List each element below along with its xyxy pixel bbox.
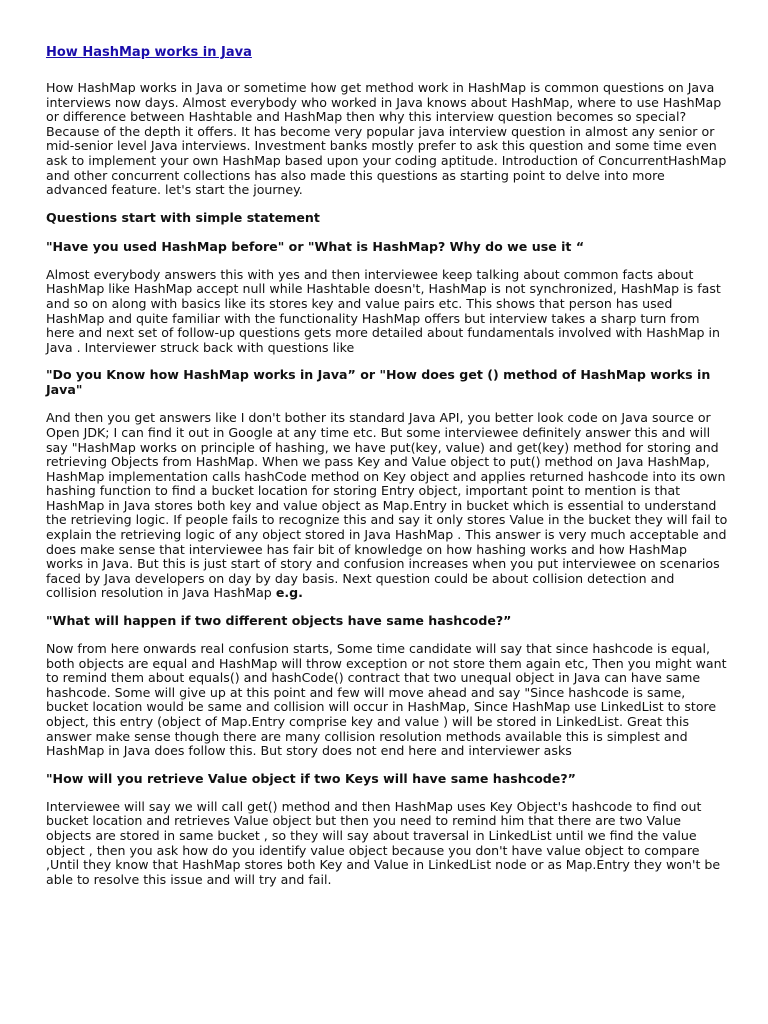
answer-paragraph-1: Almost everybody answers this with yes and then interviewee keep talking about common facts about HashMap like HashMap accept null while Hashtable doesn't, HashMap is not synchronized, HashMap is fast and so on along with basics like its stores key and value pairs etc. This shows that person has used HashMap and quite familiar with the functionality HashMap offers but interview takes a sharp turn from here and next set of follow-up questions gets more detailed about fundamentals involved with HashMap in Java . Interviewer struck back with questions like: [46, 266, 721, 355]
answer-paragraph-2-text: And then you get answers like I don't bother its standard Java API, you better look code on Java source or Open JDK; I can find it out in Google at any time etc. But some interviewee definitely answer this and will say "HashMap works on principle of hashing, we have put(key, value) and get(key) method for storing and retrieving Objects from HashMap. When we pass Key and Value object to put() method on Java HashMap, HashMap implementation calls hashCode method on Key object and applies returned hashcode into its own hashing function to find a bucket location for storing Entry object, important point to mention is that HashMap in Java stores both key and value object as Map.Entry in bucket which is essential to understand the retrieving logic. If people fails to recognize this and say it only stores Value in the bucket they will fail to explain the retrieving logic of any object stored in Java HashMap . This answer is very much acceptable and does make sense that interviewee has fair bit of knowledge on how hashing works and how HashMap works in Java. But this is just start of story and confusion increases when you put interviewee on scenarios faced by Java developers on day by day basis. Next question could be about collision detection and collision resolution in Java HashMap: [46, 410, 728, 601]
question-heading-2: "Do you Know how HashMap works in Java” or "How does get () method of HashMap works in Java": [46, 367, 711, 398]
answer-paragraph-3: Now from here onwards real confusion starts, Some time candidate will say that since hashcode is equal, both objects are equal and HashMap will throw exception or not store them again etc, Then you might want to remind them about equals() and hashCode() contract that two unequal object in Java can have same hashcode. Some will give up at this point and few will move ahead and say "Since hashcode is same, bucket location would be same and collision will occur in HashMap, Since HashMap use LinkedList to store object, this entry (object of Map.Entry comprise key and value ) will be stored in LinkedList. Great this answer make sense though there are many collision resolution methods available this is simplest and HashMap in Java does follow this. But story does not end here and interviewer asks: [46, 641, 727, 759]
answer-paragraph-2: [46, 411, 728, 601]
question-heading-3: "What will happen if two different objects have same hashcode?”: [46, 613, 512, 629]
title-link[interactable]: How HashMap works in Java: [46, 45, 252, 60]
question-heading-4: "How will you retrieve Value object if two Keys will have same hashcode?”: [46, 770, 576, 786]
intro-paragraph: How HashMap works in Java or sometime how get method work in HashMap is common questions on Java interviews now days. Almost everybody who worked in Java knows about HashMap, where to use HashMap or difference between Hashtable and HashMap then why this interview question becomes so special? Because of the depth it offers. It has become very popular java interview question in almost any senior or mid-senior level Java interviews. Investment banks mostly prefer to ask this question and some time even ask to implement your own HashMap based upon your coding aptitude. Introduction of ConcurrentHashMap and other concurrent collections has also made this questions as starting point to delve into more advanced feature. let's start the journey.: [46, 80, 727, 198]
answer-paragraph-4: Interviewee will say we will call get() method and then HashMap uses Key Object's hashcode to find out bucket location and retrieves Value object but then you need to remind him that there are two Value objects are stored in same bucket , so they will say about traversal in LinkedList until we find the value object , then you ask how do you identify value object because you don't have value object to compare ,Until they know that HashMap stores both Key and Value in LinkedList node or as Map.Entry they won't be able to resolve this issue and will try and fail.: [46, 798, 721, 887]
question-heading-1: "Have you used HashMap before" or "What is HashMap? Why do we use it “: [46, 238, 585, 254]
eg-bold-text: e.g.: [275, 585, 303, 601]
section-heading: Questions start with simple statement: [46, 209, 320, 225]
